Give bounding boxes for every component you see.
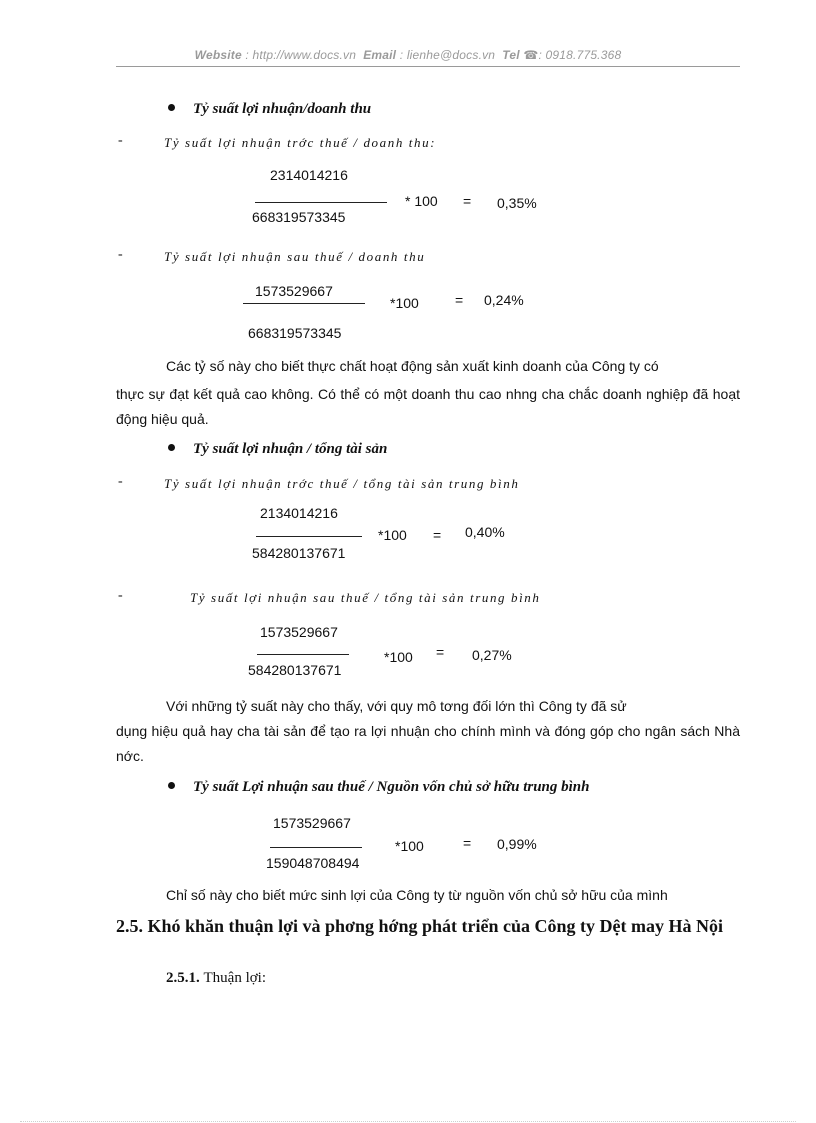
multiplier: *100	[378, 527, 407, 543]
formula-label: Tỷ suất lợi nhuận sau thuế / tổng tài sản trung bình	[190, 590, 541, 605]
paragraph-line: Chỉ số này cho biết mức sinh lợi của Công ty từ nguồn vốn chủ sở hữu của mình	[166, 887, 668, 903]
paragraph	[116, 354, 740, 379]
bullet-heading-revenue	[168, 101, 371, 118]
paragraph-line: Các tỷ số này cho biết thực chất hoạt động sản xuất kinh doanh của Công ty có	[166, 358, 659, 374]
bullet-icon	[168, 444, 175, 451]
bullet-icon	[168, 104, 175, 111]
dash: -	[118, 247, 123, 262]
website-label: Website	[194, 48, 242, 62]
subsection-title: Thuận lợi:	[203, 970, 267, 986]
multiplier: *100	[384, 649, 413, 665]
equals-sign: =	[455, 292, 464, 308]
denominator: 159048708494	[266, 855, 360, 871]
dash: -	[118, 474, 123, 489]
website-value: : http://www.docs.vn	[245, 48, 357, 62]
section-title: Tỷ suất lợi nhuận / tổng tài sản	[193, 441, 388, 457]
subsection-heading-2-5-1	[166, 970, 266, 987]
result: 0,24%	[484, 292, 524, 308]
paragraph	[116, 883, 740, 908]
paragraph: thực sự đạt kết quả cao không. Có thể có một doanh thu cao nhng cha chắc doanh nghiệp đã hoạt động hiệu quả.	[116, 386, 740, 427]
numerator: 1573529667	[273, 815, 351, 831]
fraction-line	[243, 303, 365, 304]
section-title: Tỷ suất Lợi nhuận sau thuế / Nguồn vốn chủ sở hữu trung bình	[193, 779, 590, 795]
multiplier: *100	[395, 838, 424, 854]
fraction-line	[255, 202, 387, 203]
email-label: Email	[363, 48, 397, 62]
section-title: Tỷ suất lợi nhuận/doanh thu	[193, 101, 372, 117]
paragraph: dụng hiệu quả hay cha tài sản để tạo ra lợi nhuận cho chính mình và đóng góp cho ngân sách Nhà nớc.	[116, 723, 740, 764]
result: 0,35%	[497, 195, 537, 211]
bullet-heading-equity	[168, 779, 589, 796]
fraction-line	[270, 847, 362, 848]
bullet-icon	[168, 782, 175, 789]
dash: -	[118, 588, 123, 603]
paragraph-line: Với những tỷ suất này cho thấy, với quy mô tơng đối lớn thì Công ty đã sử	[166, 698, 627, 714]
multiplier: *100	[390, 295, 419, 311]
phone-icon: ☎	[523, 48, 539, 62]
equals-sign: =	[436, 644, 445, 660]
bullet-heading-assets	[168, 441, 387, 458]
formula-label: Tỷ suất lợi nhuận sau thuế / doanh thu	[164, 249, 426, 264]
email-value: : lienhe@docs.vn	[399, 48, 496, 62]
equals-sign: =	[433, 527, 442, 543]
fraction-line	[257, 654, 349, 655]
denominator: 584280137671	[248, 662, 342, 678]
subsection-number: 2.5.1.	[166, 970, 200, 986]
equals-sign: =	[463, 193, 472, 209]
page-header	[0, 48, 816, 62]
header-rule	[116, 66, 740, 67]
result: 0,40%	[465, 524, 505, 540]
numerator: 2134014216	[260, 505, 338, 521]
dash: -	[118, 133, 123, 148]
multiplier: * 100	[405, 193, 438, 209]
tel-value: : 0918.775.368	[538, 48, 622, 62]
page-bottom-rule	[20, 1121, 796, 1122]
formula-label: Tỷ suất lợi nhuận trớc thuế / doanh thu:	[164, 135, 437, 150]
denominator: 668319573345	[252, 209, 346, 225]
section-heading-2-5: 2.5. Khó khăn thuận lợi và phơng hớng phát triển của Công ty Dệt may Hà Nội	[116, 916, 724, 936]
result: 0,99%	[497, 836, 537, 852]
tel-label: Tel	[502, 48, 520, 62]
numerator: 2314014216	[270, 167, 348, 183]
equals-sign: =	[463, 835, 472, 851]
paragraph	[116, 694, 740, 719]
fraction-line	[256, 536, 362, 537]
denominator: 584280137671	[252, 545, 346, 561]
denominator: 668319573345	[248, 325, 342, 341]
result: 0,27%	[472, 647, 512, 663]
numerator: 1573529667	[255, 283, 333, 299]
formula-label: Tỷ suất lợi nhuận trớc thuế / tổng tài sản trung bình	[164, 476, 520, 491]
numerator: 1573529667	[260, 624, 338, 640]
